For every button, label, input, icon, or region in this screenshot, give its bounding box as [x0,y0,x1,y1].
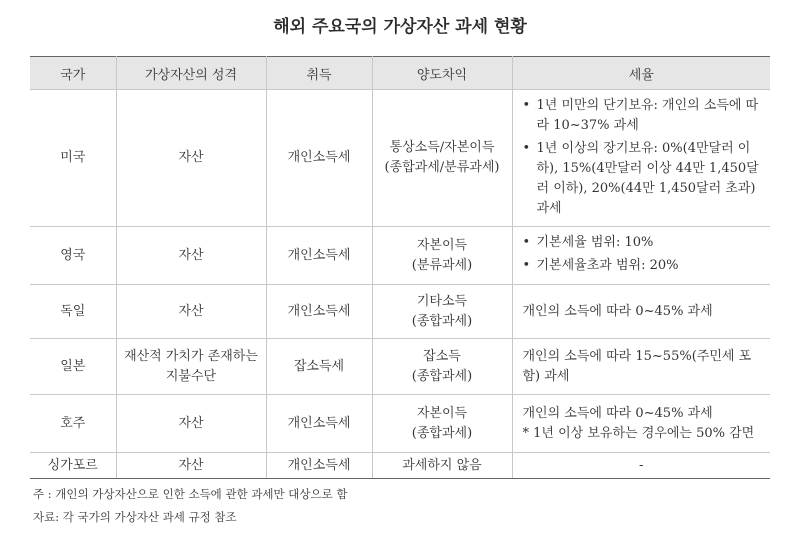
acquisition-cell: 개인소득세 [266,285,372,339]
gain-cell [372,395,512,453]
column-header: 취득 [266,57,372,90]
gain-line: 자본이득 [416,405,468,421]
table-header-row [30,57,770,90]
rate-bullet: • 1년 이상의 장기보유: 0%(4만달러 이하), 15%(4만달러 이상 44만 1,450달러 이하), 20%(44만 1,450달러 초과) 과세 [523,139,765,219]
country-cell: 싱가포르 [30,453,116,479]
nature-cell: 자산 [116,285,266,339]
rate-cell [512,90,770,227]
country-cell: 호주 [30,395,116,453]
page-title: 해외 주요국의 가상자산 과세 현황 [273,17,527,37]
nature-cell: 자산 [116,453,266,479]
gain-line: (종합과세) [411,425,473,441]
gain-line: (분류과세) [411,257,473,273]
country-cell: 독일 [30,285,116,339]
table-row [30,90,770,227]
rate-cell: - [512,453,770,479]
acquisition-cell: 개인소득세 [266,453,372,479]
column-header: 세율 [512,57,770,90]
nature-cell: 재산적 가치가 존재하는 지불수단 [116,339,266,395]
gain-line: 자본이득 [416,237,468,253]
nature-cell: 자산 [116,227,266,285]
acquisition-cell: 개인소득세 [266,227,372,285]
gain-cell [372,339,512,395]
table-row [30,453,770,479]
rate-bullet: • 기본세율초과 범위: 20% [523,256,765,276]
rate-cell [512,395,770,453]
nature-cell: 자산 [116,395,266,453]
gain-cell [372,227,512,285]
rate-bullet: • 기본세율 범위: 10% [523,233,765,253]
gain-line: (종합과세) [411,368,473,384]
footnote-source: 자료: 각 국가의 가상자산 과세 규정 참조 [33,510,237,524]
acquisition-cell: 개인소득세 [266,395,372,453]
gain-cell [372,285,512,339]
rate-cell [512,227,770,285]
acquisition-cell: 잡소득세 [266,339,372,395]
gain-cell [372,90,512,227]
footnote-note: 주 : 개인의 가상자산으로 인한 소득에 관한 과세만 대상으로 함 [33,487,348,501]
country-cell: 일본 [30,339,116,395]
column-header: 국가 [30,57,116,90]
country-cell: 영국 [30,227,116,285]
rate-text: 개인의 소득에 따라 0~45% 과세 [522,405,713,421]
country-cell: 미국 [30,90,116,227]
table-row [30,395,770,453]
acquisition-cell: 개인소득세 [266,90,372,227]
rate-bullet: • 1년 미만의 단기보유: 개인의 소득에 따라 10~37% 과세 [523,96,765,136]
column-header: 양도차익 [372,57,512,90]
table-row [30,227,770,285]
rate-note: * 1년 이상 보유하는 경우에는 50% 감면 [522,425,755,441]
gain-cell: 과세하지 않음 [372,453,512,479]
tax-table [30,56,770,479]
gain-line: (종합과세/분류과세) [384,160,500,175]
rate-cell: 개인의 소득에 따라 15~55%(주민세 포함) 과세 [512,339,770,395]
column-header: 가상자산의 성격 [116,57,266,90]
gain-line: 기타소득 [416,293,468,309]
nature-cell: 자산 [116,90,266,227]
rate-cell: 개인의 소득에 따라 0~45% 과세 [512,285,770,339]
gain-line: (종합과세) [411,313,473,329]
gain-line: 잡소득 [423,348,461,364]
gain-line: 통상소득/자본이득 [389,140,495,155]
table-row [30,285,770,339]
table-row [30,339,770,395]
